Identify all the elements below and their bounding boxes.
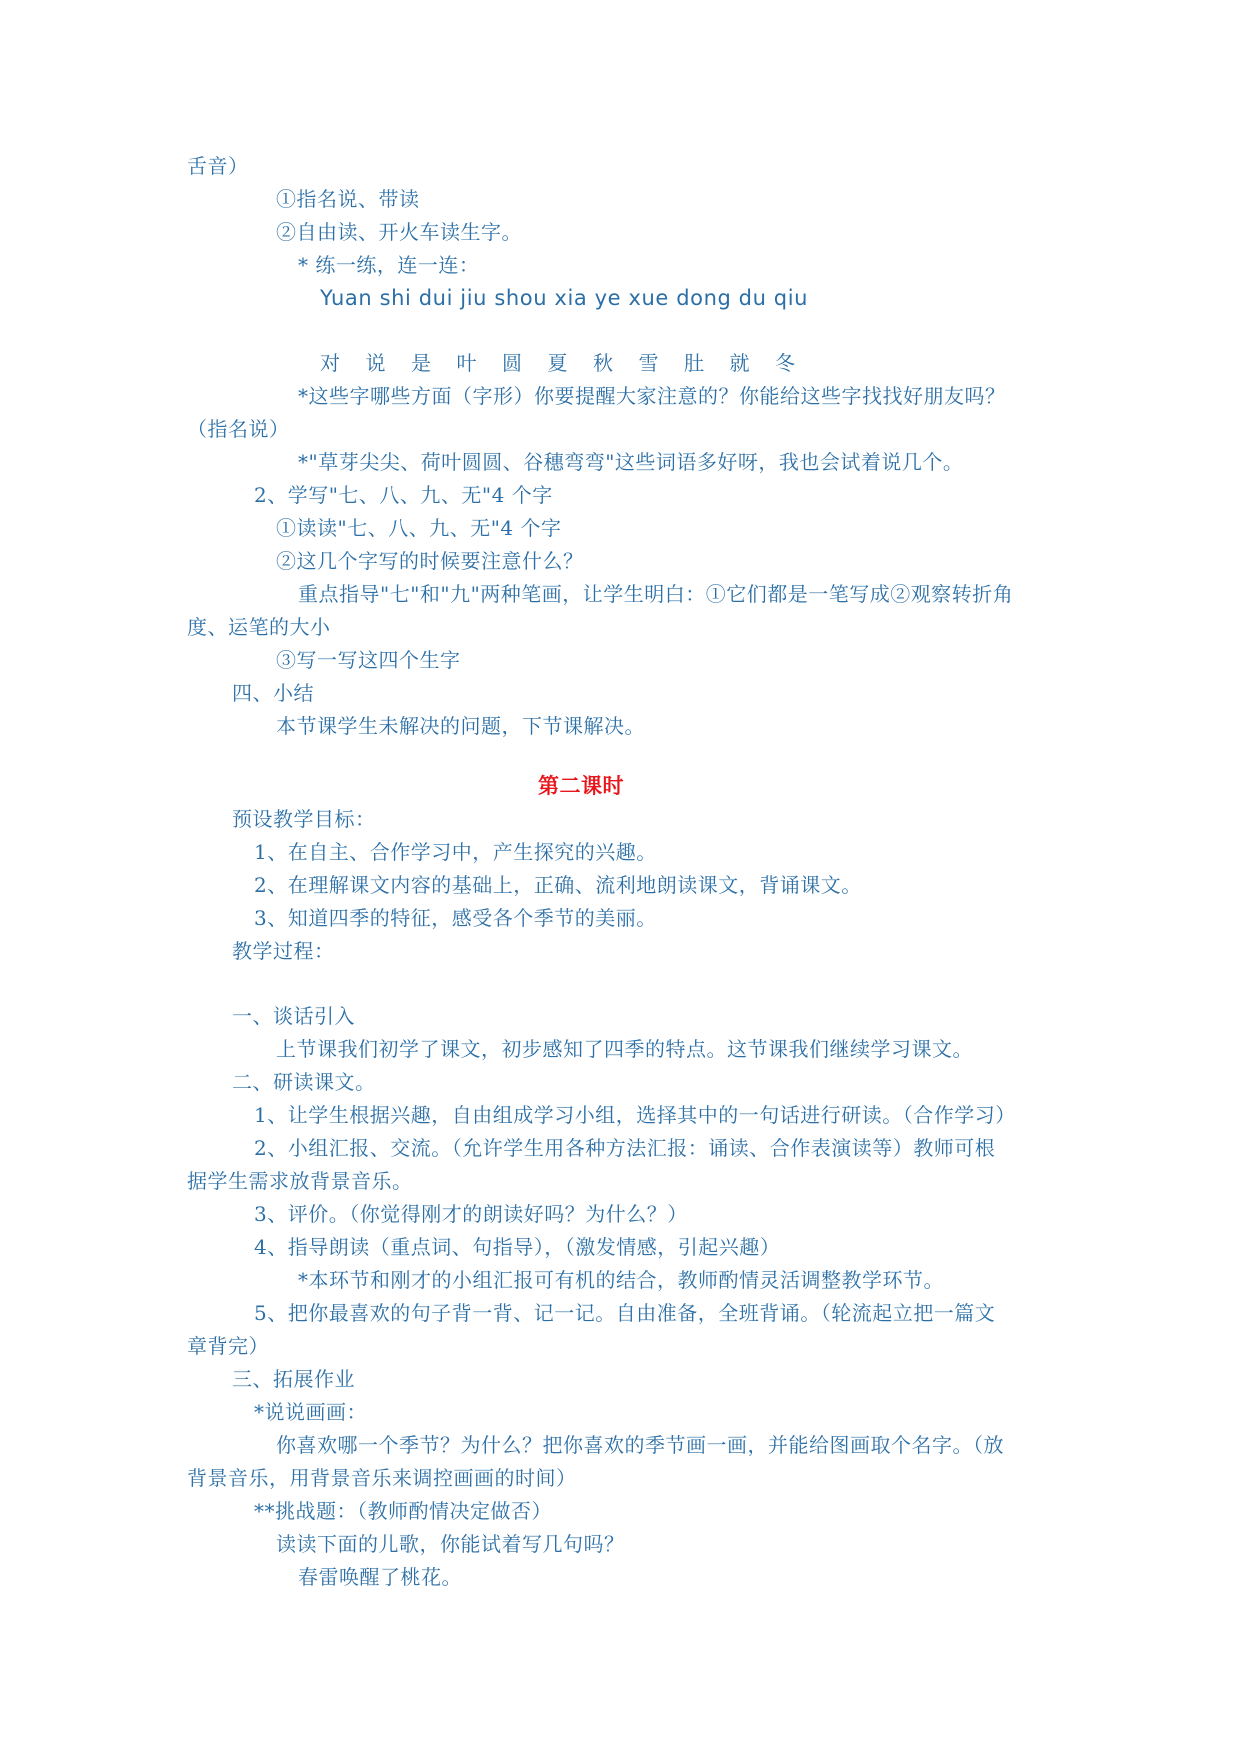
text-line: 2、学写"七、八、九、无"4 个字 — [254, 483, 553, 507]
character-row — [320, 348, 821, 378]
text-line: 章背完） — [187, 1334, 269, 1358]
text-line: 你喜欢哪一个季节？为什么？把你喜欢的季节画一画，并能给图画取个名字。（放 — [276, 1433, 1004, 1457]
text-line: *本环节和刚才的小组汇报可有机的结合，教师酌情灵活调整教学环节。 — [298, 1268, 944, 1292]
text-line: ①指名说、带读 — [276, 187, 420, 211]
text-line: ①读读"七、八、九、无"4 个字 — [276, 516, 562, 540]
section-heading: 第二课时 — [538, 773, 624, 798]
character: 雪 — [638, 351, 659, 375]
text-line: ②这几个字写的时候要注意什么？ — [276, 549, 584, 573]
pinyin-line: Yuan shi dui jiu shou xia ye xue dong du qiu — [320, 286, 809, 310]
text-line: 2、在理解课文内容的基础上，正确、流利地朗读课文，背诵课文。 — [254, 873, 862, 897]
text-line: ③写一写这四个生字 — [276, 648, 461, 672]
character: 冬 — [775, 351, 796, 375]
character: 叶 — [456, 351, 477, 375]
text-line: *这些字哪些方面（字形）你要提醒大家注意的？你能给这些字找找好朋友吗？ — [298, 384, 1006, 408]
character: 对 — [320, 351, 341, 375]
text-line: 1、在自主、合作学习中，产生探究的兴趣。 — [254, 840, 657, 864]
text-line: 背景音乐，用背景音乐来调控画画的时间） — [187, 1466, 577, 1490]
text-line: 教学过程： — [232, 939, 335, 963]
text-line: 春雷唤醒了桃花。 — [298, 1565, 462, 1589]
character: 就 — [729, 351, 750, 375]
character: 夏 — [547, 351, 568, 375]
character: 秋 — [593, 351, 614, 375]
text-line: 4、指导朗读（重点词、句指导），（激发情感，引起兴趣） — [254, 1235, 781, 1259]
text-line: 3、评价。（你觉得刚才的朗读好吗？为什么？） — [254, 1202, 688, 1226]
text-line: 重点指导"七"和"九"两种笔画，让学生明白：①它们都是一笔写成②观察转折角 — [298, 582, 1014, 606]
text-line: 一、谈话引入 — [232, 1004, 355, 1028]
text-line: 上节课我们初学了课文，初步感知了四季的特点。这节课我们继续学习课文。 — [276, 1037, 973, 1061]
text-line: 舌音） — [187, 154, 249, 178]
text-line: 2、小组汇报、交流。（允许学生用各种方法汇报：诵读、合作表演读等）教师可根 — [254, 1136, 996, 1160]
text-line: 3、知道四季的特征，感受各个季节的美丽。 — [254, 906, 657, 930]
text-line: 预设教学目标： — [232, 807, 376, 831]
character: 圆 — [502, 351, 523, 375]
text-line: * 练一练，连一连： — [298, 253, 480, 277]
text-line: 读读下面的儿歌，你能试着写几句吗？ — [276, 1532, 625, 1556]
text-line: 据学生需求放背景音乐。 — [187, 1169, 413, 1193]
character: 说 — [365, 351, 386, 375]
text-line: 5、把你最喜欢的句子背一背、记一记。自由准备，全班背诵。（轮流起立把一篇文 — [254, 1301, 996, 1325]
text-line: （指名说） — [187, 417, 290, 441]
text-line: 四、小结 — [232, 681, 314, 705]
text-line: 本节课学生未解决的问题，下节课解决。 — [276, 714, 645, 738]
text-line: 二、研读课文。 — [232, 1070, 376, 1094]
character: 是 — [411, 351, 432, 375]
text-line: 三、拓展作业 — [232, 1367, 355, 1391]
text-line: ②自由读、开火车读生字。 — [276, 220, 522, 244]
text-line: **挑战题：（教师酌情决定做否） — [254, 1499, 552, 1523]
text-line: *说说画画： — [254, 1400, 367, 1424]
character: 肚 — [684, 351, 705, 375]
text-line: 1、让学生根据兴趣，自由组成学习小组，选择其中的一句话进行研读。（合作学习） — [254, 1103, 1016, 1127]
text-line: 度、运笔的大小 — [187, 615, 331, 639]
text-line: *"草芽尖尖、荷叶圆圆、谷穗弯弯"这些词语多好呀，我也会试着说几个。 — [298, 450, 964, 474]
